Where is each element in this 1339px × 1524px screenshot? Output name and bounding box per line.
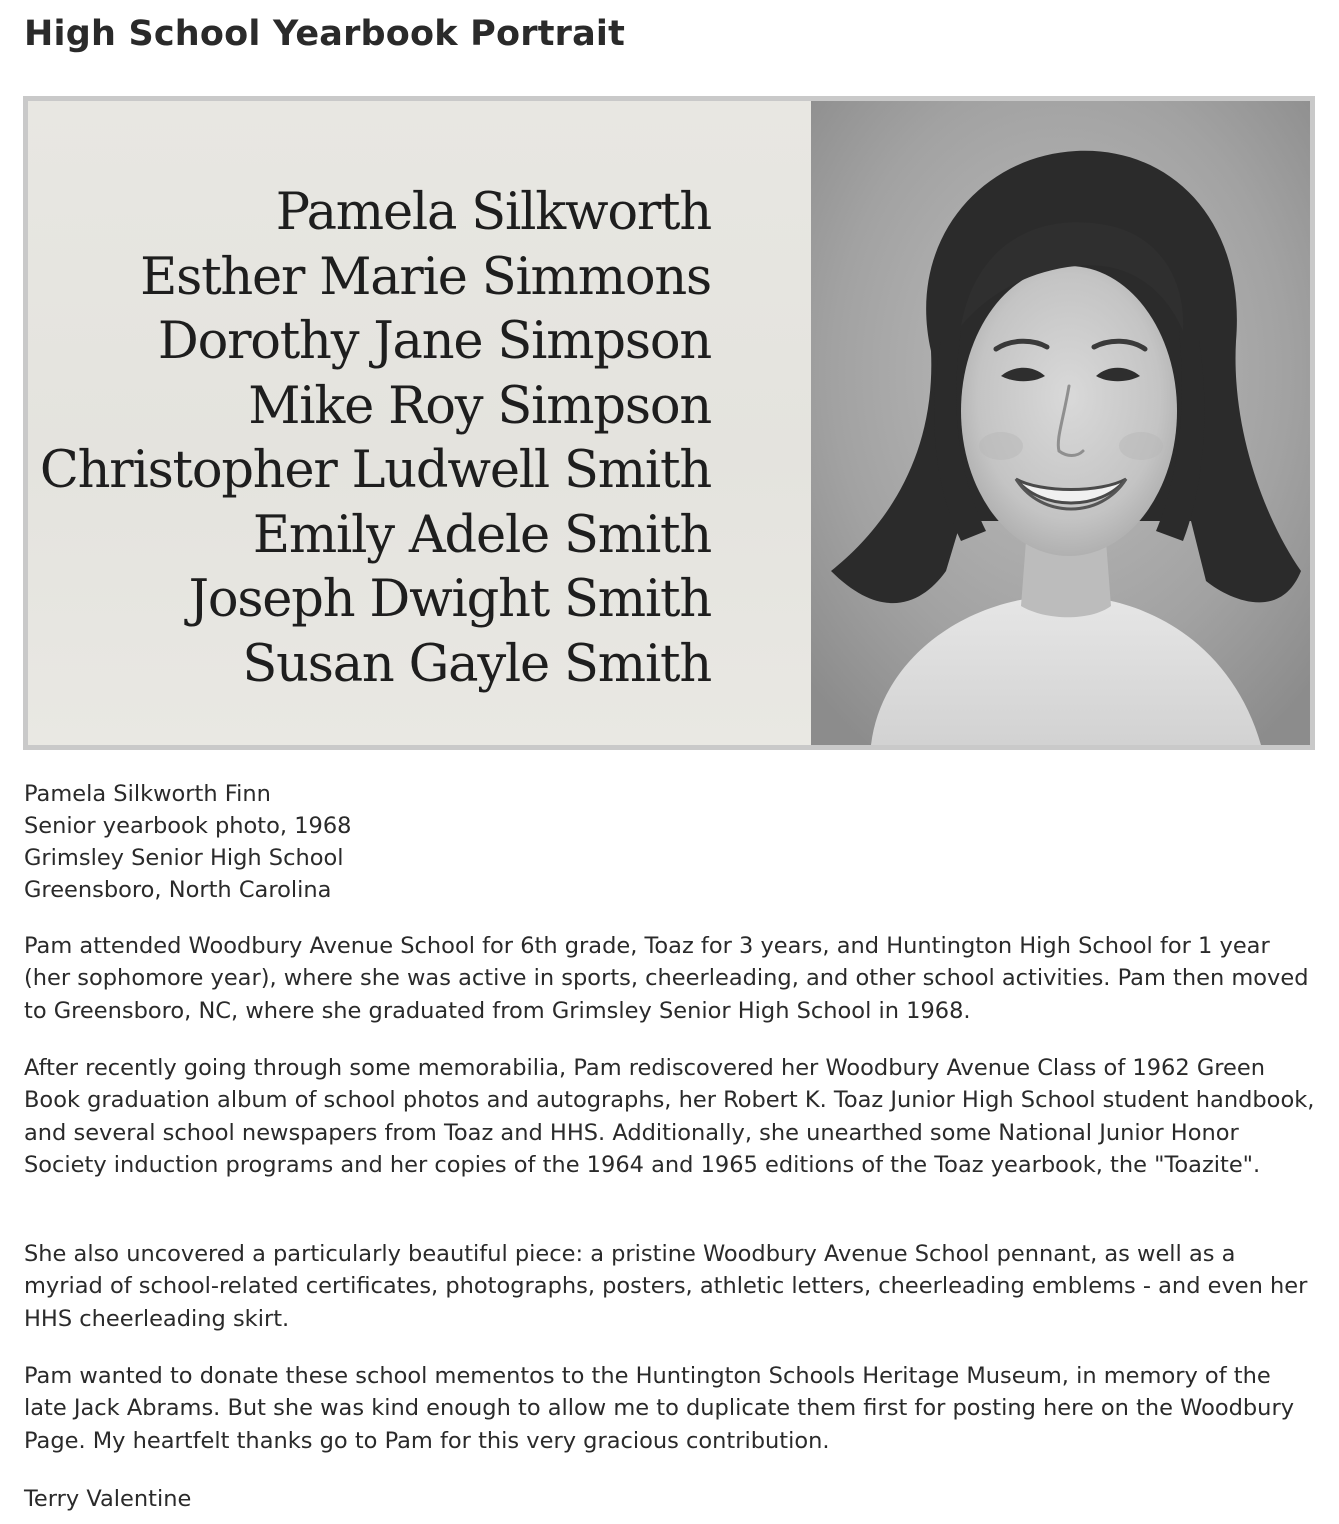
- yearbook-name: Susan Gayle Smith: [242, 634, 711, 694]
- page-title: High School Yearbook Portrait: [24, 14, 626, 54]
- yearbook-name: Joseph Dwight Smith: [188, 570, 711, 629]
- signature: Terry Valentine: [24, 1486, 192, 1512]
- yearbook-name-list: [40, 181, 711, 697]
- yearbook-name: Emily Adele Smith: [252, 505, 711, 565]
- caption-school: Grimsley Senior High School: [24, 845, 344, 871]
- yearbook-name: Christopher Ludwell Smith: [39, 441, 711, 500]
- paragraph: She also uncovered a particularly beautiful piece: a pristine Woodbury Avenue School pennant, as well as a myriad of school-related certificates, photographs, posters, athletic letters, cheerleading emblems - and even her HHS cheerleading skirt.: [24, 1241, 1308, 1332]
- caption-location: Greensboro, North Carolina: [24, 877, 332, 903]
- yearbook-name: Dorothy Jane Simpson: [157, 312, 711, 371]
- caption-photo-description: Senior yearbook photo, 1968: [24, 813, 352, 839]
- paragraph: Pam wanted to donate these school mementos to the Huntington Schools Heritage Museum, in memory of the late Jack Abrams. But she was kind enough to allow me to duplicate them first for posting here on the Woodbury Page. My heartfelt thanks go to Pam for this very gracious contribution.: [24, 1363, 1295, 1454]
- yearbook-name: Pamela Silkworth: [275, 183, 711, 242]
- portrait-image: [811, 101, 1310, 745]
- yearbook-name: Mike Roy Simpson: [248, 376, 711, 436]
- paragraph: After recently going through some memorabilia, Pam rediscovered her Woodbury Avenue Class of 1962 Green Book graduation album of school photos and autographs, her Robert K. Toaz Junior High School student handbook, and several school newspapers from Toaz and HHS. Additionally, she unearthed some National Junior Honor Society induction programs and her copies of the 1964 and 1965 editions of the Toaz yearbook, the "Toazite".: [24, 1055, 1315, 1178]
- photo-caption: [24, 778, 1319, 906]
- paragraph: Pam attended Woodbury Avenue School for 6th grade, Toaz for 3 years, and Huntington High School for 1 year (her sophomore year), where she was active in sports, cheerleading, and other school activities. Pam then moved to Greensboro, NC, where she graduated from Grimsley Senior High School in 1968.: [24, 933, 1309, 1024]
- caption-name: Pamela Silkworth Finn: [24, 781, 271, 807]
- yearbook-photo: [23, 96, 1315, 750]
- yearbook-names-panel: [28, 101, 811, 745]
- yearbook-name: Esther Marie Simmons: [140, 247, 711, 307]
